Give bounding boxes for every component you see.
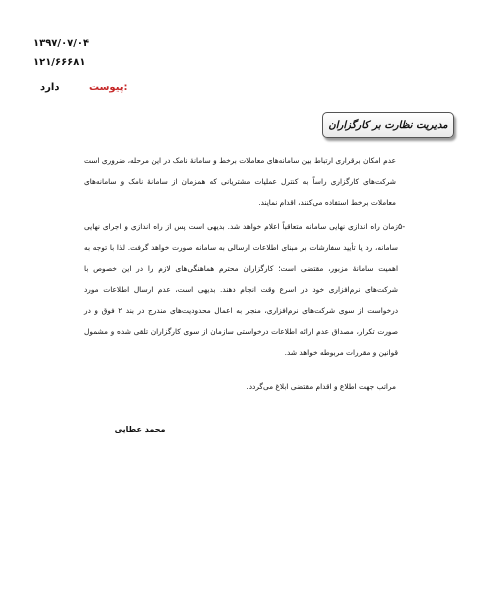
department-title: مدیریت نظارت بر کارگزاران xyxy=(328,119,448,131)
attachment-label: پیوست: xyxy=(89,82,128,93)
department-title-box xyxy=(322,112,454,138)
letter-date: ۱۳۹۷/۰۷/۰۴ xyxy=(33,38,90,49)
paragraph-continuation: عدم امکان برقراری ارتباط بین سامانه‌های معاملات برخط و سامانهٔ نامک در این مرحله، ضروری است شرکت‌های کارگزاری راساً به کنترل عملیات مشتریانی که همزمان از سامانهٔ نامک و سامانه‌های معاملات برخط استفاده می‌کنند، اقدام نمایند. xyxy=(84,156,396,207)
item-number: ۵- xyxy=(398,222,406,231)
signature-name: محمد عطایی xyxy=(114,425,166,434)
letter-number: ۱۲۱/۶۶۶۸۱ xyxy=(33,57,86,68)
attachment-value: دارد xyxy=(40,82,60,93)
item-5-text: زمان راه اندازی نهایی سامانه متعاقباً اعلام خواهد شد. بدیهی است پس از راه اندازی و اجرای نهایی سامانه، رد یا تأیید سفارشات بر مبنای اطلاعات ارسالی به سامانه صورت خواهد گرفت. لذا با توجه به اهمیت سامانهٔ مزبور، مقتضی است؛ کارگزاران محترم هماهنگی‌های لازم را در این خصوص با شرکت‌های نرم‌افزاری خود در اسرع وقت انجام دهند. بدیهی است، عدم ارسال اطلاعات مورد درخواست از سوی شرکت‌های نرم‌افزاری، منجر به اعمال محدودیت‌های مندرج در بند ۲ فوق و در صورت تکرار، مصداق عدم ارائه اطلاعات درخواستی سازمان از سوی کارگزاران تلقی شده و مشمول قوانین و مقررات مربوطه خواهد شد. xyxy=(84,222,399,357)
closing-sentence: مراتب جهت اطلاع و اقدام مقتضی ابلاغ می‌گردد. xyxy=(246,382,396,391)
